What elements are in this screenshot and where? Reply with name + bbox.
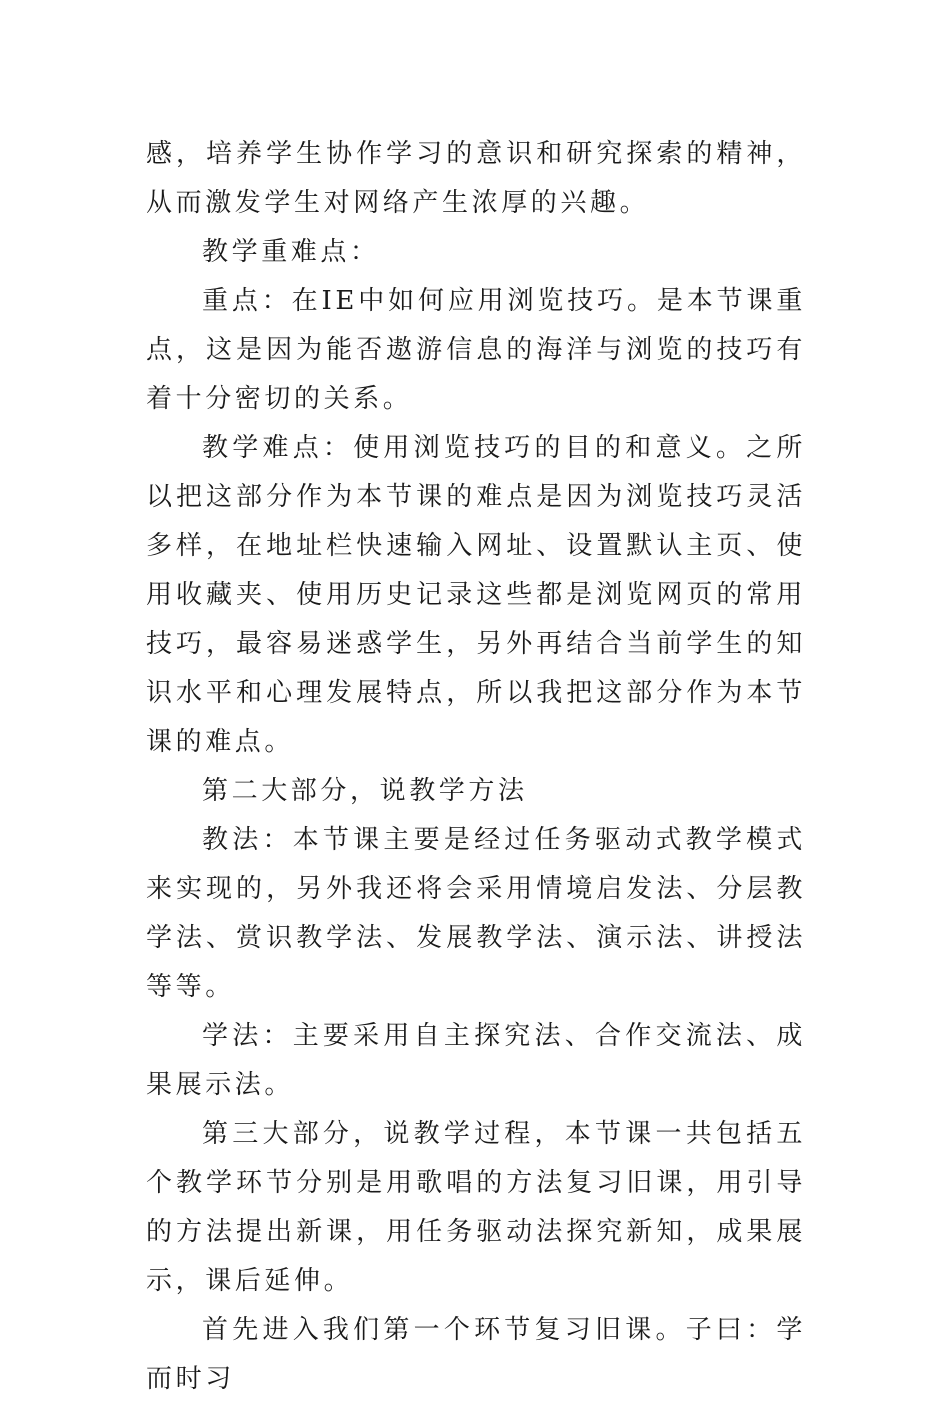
paragraph-difficult-point: 教学难点：使用浏览技巧的目的和意义。之所以把这部分作为本节课的难点是因为浏览技巧灵活多样，在地址栏快速输入网址、设置默认主页、使用收藏夹、使用历史记录这些都是浏览网页的常用技巧，最容易迷惑学生，另外再结合当前学生的知识水平和心理发展特点，所以我把这部分作为本节课的难点。 <box>146 433 806 757</box>
heading-part-two-teaching-methods: 第二大部分，说教学方法 <box>202 776 528 806</box>
paragraph-teaching-method: 教法：本节课主要是经过任务驱动式教学模式来实现的，另外我还将会采用情境启发法、分层教学法、赏识教学法、发展教学法、演示法、讲授法等等。 <box>146 825 806 1002</box>
paragraph-first-stage-review: 首先进入我们第一个环节复习旧课。子曰：学而时习 <box>146 1315 806 1394</box>
paragraph-key-point: 重点：在IE中如何应用浏览技巧。是本节课重点，这是因为能否遨游信息的海洋与浏览的技巧有着十分密切的关系。 <box>146 286 806 414</box>
paragraph-continuation: 感，培养学生协作学习的意识和研究探索的精神，从而激发学生对网络产生浓厚的兴趣。 <box>146 139 806 218</box>
heading-key-difficult-points: 教学重难点： <box>202 237 380 267</box>
paragraph-learning-method: 学法：主要采用自主探究法、合作交流法、成果展示法。 <box>146 1021 806 1100</box>
document-body <box>146 130 806 1404</box>
paragraph-part-three-teaching-process: 第三大部分，说教学过程，本节课一共包括五个教学环节分别是用歌唱的方法复习旧课，用引导的方法提出新课，用任务驱动法探究新知，成果展示，课后延伸。 <box>146 1119 806 1296</box>
